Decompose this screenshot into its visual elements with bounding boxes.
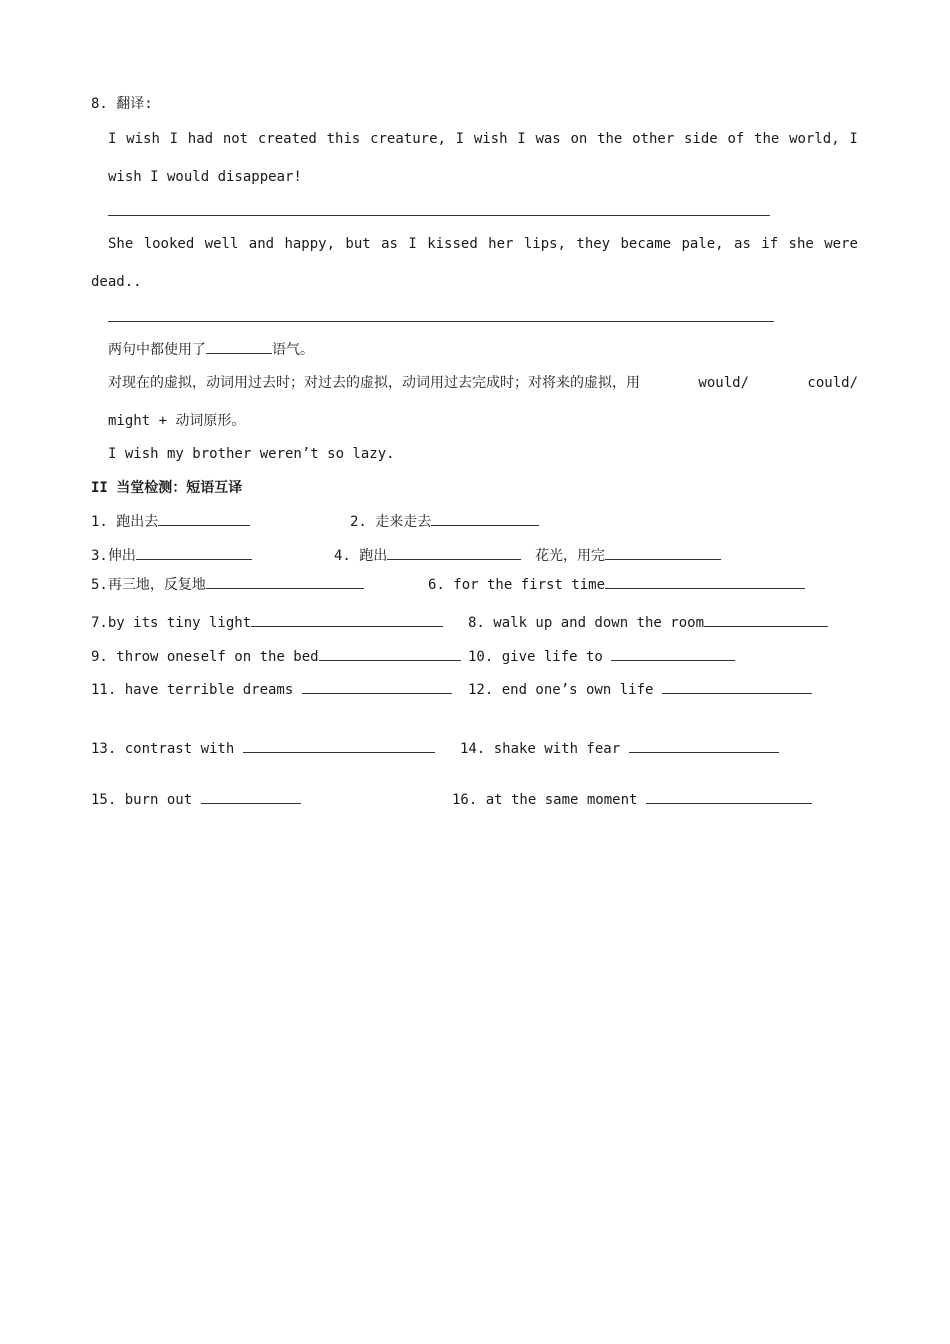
phrase-blank[interactable] bbox=[201, 790, 301, 804]
phrase-item: 15. burn out bbox=[91, 790, 301, 809]
phrase-blank[interactable] bbox=[206, 575, 364, 589]
phrase-item: 3.伸出 bbox=[91, 546, 252, 565]
mood-blank[interactable] bbox=[206, 340, 272, 354]
phrase-item: 12. end one’s own life bbox=[468, 680, 812, 699]
phrase-item: 7.by its tiny light bbox=[91, 613, 443, 632]
phrase-item: 4. 跑出 bbox=[334, 546, 521, 565]
phrase-blank[interactable] bbox=[662, 680, 812, 694]
phrase-blank[interactable] bbox=[629, 739, 779, 753]
phrase-blank[interactable] bbox=[136, 546, 252, 560]
sentence-2-line-2: dead.. bbox=[91, 274, 142, 290]
section-2-heading: II 当堂检测：短语互译 bbox=[91, 480, 243, 496]
phrase-item: 14. shake with fear bbox=[460, 739, 779, 758]
phrase-item: 花光，用完 bbox=[535, 546, 721, 565]
phrase-item: 5.再三地，反复地 bbox=[91, 575, 364, 594]
rule-line-2: might + 动词原形。 bbox=[108, 413, 246, 429]
sentence-2-line-1: She looked well and happy, but as I kissed her lips, they became pale, as if she were bbox=[108, 236, 858, 252]
question-8-title: 8. 翻译: bbox=[91, 96, 153, 112]
phrase-blank[interactable] bbox=[646, 790, 812, 804]
phrase-item: 2. 走来走去 bbox=[350, 512, 539, 531]
phrase-blank[interactable] bbox=[158, 512, 250, 526]
phrase-item: 16. at the same moment bbox=[452, 790, 812, 809]
phrase-blank[interactable] bbox=[302, 680, 452, 694]
phrase-blank[interactable] bbox=[704, 613, 828, 627]
phrase-item: 9. throw oneself on the bed bbox=[91, 647, 461, 666]
example-sentence: I wish my brother weren’t so lazy. bbox=[108, 446, 395, 462]
phrase-blank[interactable] bbox=[243, 739, 435, 753]
phrase-blank[interactable] bbox=[605, 546, 721, 560]
sentence-1-line-1: I wish I had not created this creature, I wish I was on the other side of the world, I bbox=[108, 131, 858, 147]
phrase-item: 6. for the first time bbox=[428, 575, 805, 594]
phrase-blank[interactable] bbox=[387, 546, 521, 560]
phrase-item: 10. give life to bbox=[468, 647, 735, 666]
phrase-item: 1. 跑出去 bbox=[91, 512, 250, 531]
phrase-blank[interactable] bbox=[251, 613, 443, 627]
phrase-blank[interactable] bbox=[611, 647, 735, 661]
mood-fill-in: 两句中都使用了 语气。 bbox=[108, 342, 314, 358]
phrase-blank[interactable] bbox=[605, 575, 805, 589]
phrase-blank[interactable] bbox=[319, 647, 461, 661]
sentence-1-line-2: wish I would disappear! bbox=[108, 169, 302, 185]
phrase-item: 8. walk up and down the room bbox=[468, 613, 828, 632]
phrase-blank[interactable] bbox=[431, 512, 539, 526]
phrase-item: 13. contrast with bbox=[91, 739, 435, 758]
rule-line-1: 对现在的虚拟，动词用过去时；对过去的虚拟，动词用过去完成时；对将来的虚拟，用 would/ could/ bbox=[108, 375, 858, 391]
phrase-item: 11. have terrible dreams bbox=[91, 680, 452, 699]
answer-line-2[interactable] bbox=[108, 321, 774, 322]
answer-line-1[interactable] bbox=[108, 215, 770, 216]
